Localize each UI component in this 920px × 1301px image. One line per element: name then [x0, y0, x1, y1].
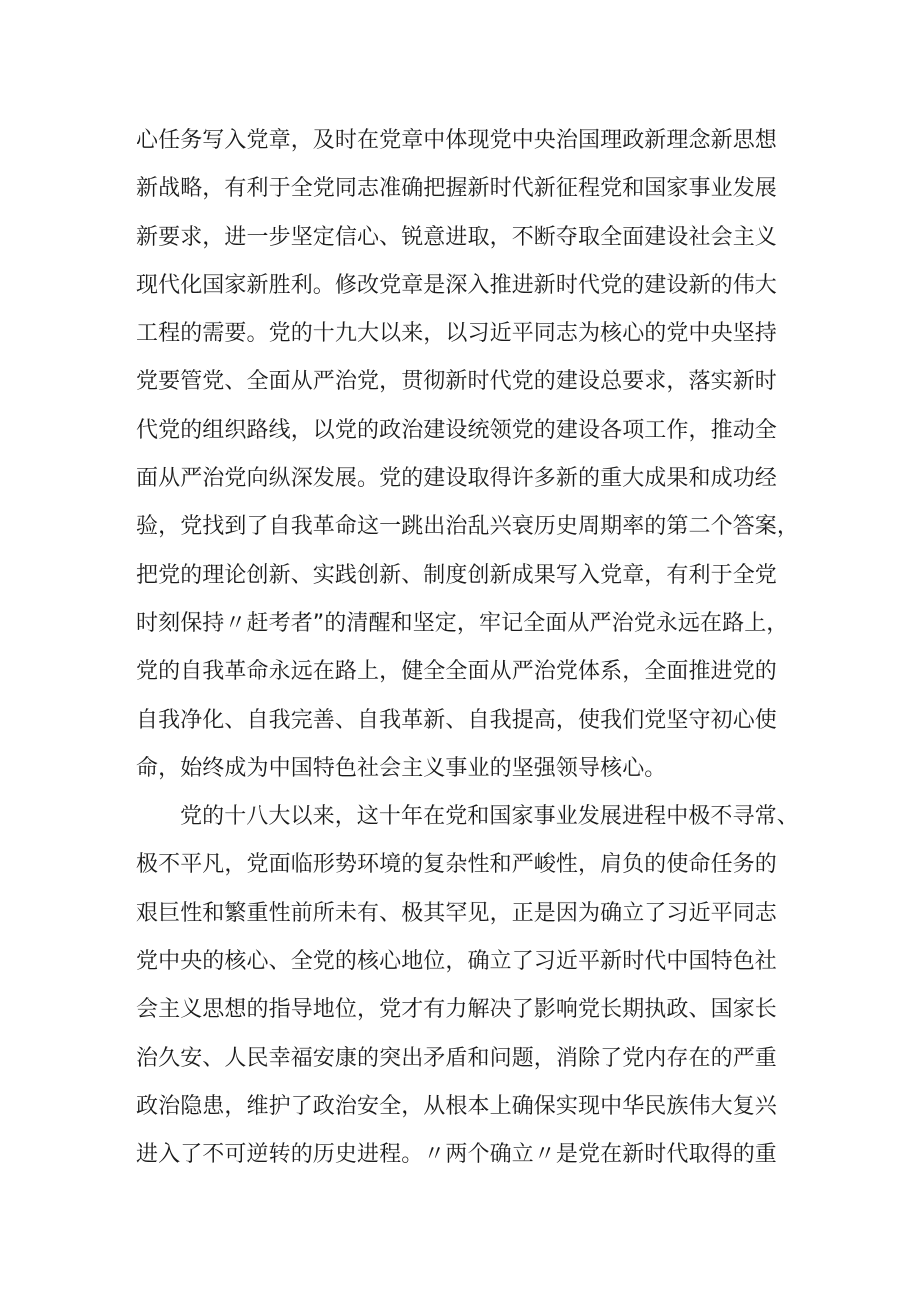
paragraph-line: 进入了不可逆转的历史进程。〃两个确立〃是党在新时代取得的重 [136, 1142, 777, 1168]
paragraph-line: 验，党找到了自我革命这一跳出治乱兴衰历史周期率的第二个答案， [136, 514, 800, 540]
paragraph-line: 现代化国家新胜利。修改党章是深入推进新时代党的建设新的伟大 [136, 272, 777, 298]
paragraph-line: 极不平凡，党面临形势环境的复杂性和严峻性，肩负的使命任务的 [136, 852, 777, 878]
paragraph-2 [136, 793, 799, 1179]
paragraph-line: 艰巨性和繁重性前所未有、极其罕见，正是因为确立了习近平同志 [136, 900, 777, 926]
paragraph-line: 面从严治党向纵深发展。党的建设取得许多新的重大成果和成功经 [136, 466, 777, 492]
paragraph-line: 新要求，进一步坚定信心、锐意进取，不断夺取全面建设社会主义 [136, 224, 777, 250]
paragraph-line: 把党的理论创新、实践创新、制度创新成果写入党章，有利于全党 [136, 562, 777, 588]
paragraph-line: 新战略，有利于全党同志准确把握新时代新征程党和国家事业发展 [136, 176, 777, 202]
paragraph-line: 自我净化、自我完善、自我革新、自我提高，使我们党坚守初心使 [136, 707, 777, 733]
paragraph-line: 治久安、人民幸福安康的突出矛盾和问题，消除了党内存在的严重 [136, 1045, 777, 1071]
paragraph-line: 代党的组织路线，以党的政治建设统领党的建设各项工作，推动全 [136, 417, 777, 443]
paragraph-line: 党的十八大以来，这十年在党和国家事业发展进程中极不寻常、 [180, 804, 799, 830]
paragraph-1 [136, 117, 800, 793]
paragraph-line: 政治隐患，维护了政治安全，从根本上确保实现中华民族伟大复兴 [136, 1093, 777, 1119]
paragraph-line: 时刻保持〃赶考者”的清醒和坚定，牢记全面从严治党永远在路上， [136, 610, 789, 636]
paragraph-line: 命，始终成为中国特色社会主义事业的坚强领导核心。 [136, 755, 667, 781]
paragraph-line: 党中央的核心、全党的核心地位，确立了习近平新时代中国特色社 [136, 949, 777, 975]
paragraph-line: 党的自我革命永远在路上，健全全面从严治党体系，全面推进党的 [136, 659, 777, 685]
paragraph-line: 心任务写入党章，及时在党章中体现党中央治国理政新理念新思想 [136, 128, 777, 153]
paragraph-line: 会主义思想的指导地位，党才有力解决了影响党长期执政、国家长 [136, 997, 777, 1023]
document-body [136, 117, 800, 1180]
paragraph-line: 工程的需要。党的十九大以来，以习近平同志为核心的党中央坚持 [136, 321, 777, 347]
paragraph-line: 党要管党、全面从严治党，贯彻新时代党的建设总要求，落实新时 [136, 369, 777, 395]
